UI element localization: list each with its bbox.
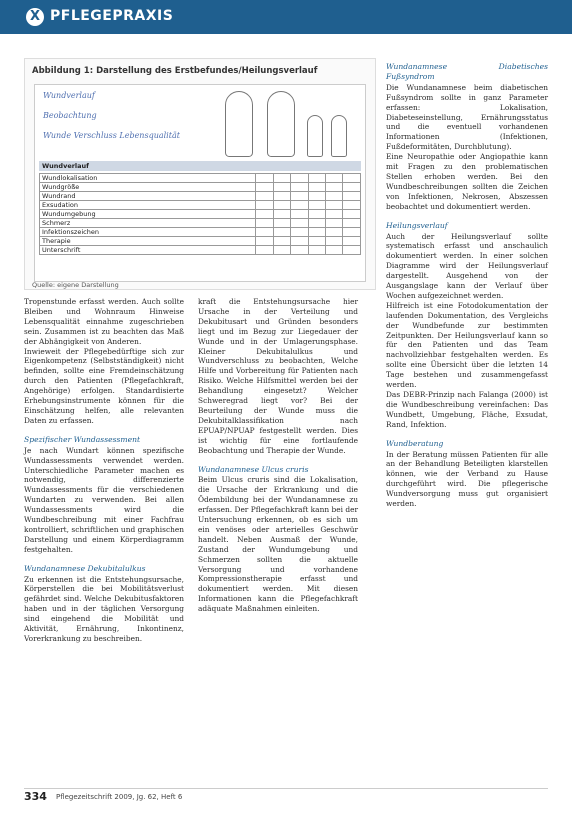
form-cell	[308, 210, 325, 219]
form-table-row	[40, 174, 361, 183]
wound-form-image	[34, 84, 366, 282]
body-paragraph: Je nach Wundart können spezifische Wundassessments verwendet werden. Unterschiedliche Parameter machen es notwendig, differenzierte Wundassessments für die verschiedenen Wundarten zu verwenden. Bei allen Wundassessments wird die Wundbeschreibung mit einer Fachfrau kontrolliert, schriftlichen und graphischen Darstellung und einem Körperdiagramm festgehalten.	[24, 445, 184, 554]
form-cell	[343, 201, 361, 210]
handwritten-line: Wunde Verschluss Lebensqualität	[43, 131, 180, 140]
body-paragraph: Beim Ulcus cruris sind die Lokalisation, die Ursache der Erkrankung und die Ödembildung bei der Wundanamnese zu erfassen. Der Pflegefachkraft kann bei der Untersuchung erkennen, ob es sich um ein venöses oder arterielles Geschwür handelt. Neben Ausmaß der Wunde, Zustand der Wundumgebung und Schmerzen sollten die aktuelle Versorgung und vorhandene Kompressionstherapie erfasst und dokumentiert werden. Mit diesen Informationen kann die Pflegefachkraft adäquate Maßnahmen einleiten.	[198, 475, 358, 614]
form-cell	[273, 210, 290, 219]
section-heading: Wundanamnese Ulcus cruris	[198, 464, 309, 474]
form-table-row	[40, 210, 361, 219]
form-cell	[343, 237, 361, 246]
form-cell	[291, 210, 308, 219]
form-table-row	[40, 228, 361, 237]
section-heading: Spezifischer Wundassessment	[24, 434, 141, 444]
form-table-row	[40, 219, 361, 228]
form-cell	[256, 183, 273, 192]
body-paragraph: Inwieweit der Pflegebedürftige sich zur Eigenkompetenz (Selbstständigkeit) nicht befinden, sollte eine Fremdeinschätzung durch den Patienten (Pflegefachkraft, Angehörige) erfolgen. Standardisierte Erhebungsinstrumente können für die Einschätzung helfen, alle relevanten Daten zu erfassen.	[24, 346, 184, 425]
form-cell	[308, 219, 325, 228]
section-heading: Wundanamnese Diabetisches Fußsyndrom	[386, 62, 548, 81]
form-row-label: Exsudation	[40, 201, 256, 210]
form-cell	[273, 246, 290, 255]
text-column-right	[386, 62, 548, 509]
section-heading: Heilungsverlauf	[386, 220, 448, 230]
form-cell	[291, 219, 308, 228]
body-paragraph: Tropenstunde erfasst werden. Auch sollte Bleiben und Wohnraum Hinweise Lebensqualität einnahme zugeschrieben sein. Zusammen ist zu beachten das Maß der Abhängigkeit von Anderen.	[24, 297, 184, 346]
form-cell	[256, 246, 273, 255]
body-paragraph: Zu erkennen ist die Entstehungsursache, Körperstellen die bei Mobilitätsverlust gefährdet sind. Welche Dekubitusfaktoren haben und in der täglichen Versorgung sind eingehend die Mobilität und Aktivität, Ernährung, Inkontinenz, Vorerkrankung zu beschreiben.	[24, 574, 184, 643]
form-cell	[273, 228, 290, 237]
form-table-row	[40, 183, 361, 192]
form-cell	[343, 210, 361, 219]
form-cell	[291, 237, 308, 246]
form-cell	[273, 192, 290, 201]
form-cell	[291, 228, 308, 237]
form-cell	[326, 183, 343, 192]
body-paragraph: Das DEBR-Prinzip nach Falanga (2000) ist die Wundbeschreibung vereinfachen: Das Wundbett, Umgebung, Fläche, Exsudat, Rand, Infektion.	[386, 390, 548, 429]
form-cell	[273, 174, 290, 183]
foot-silhouette	[331, 115, 347, 157]
form-cell	[326, 246, 343, 255]
form-cell	[326, 228, 343, 237]
form-table-row	[40, 201, 361, 210]
form-cell	[256, 228, 273, 237]
form-row-label: Wundlokalisation	[40, 174, 256, 183]
form-cell	[291, 183, 308, 192]
form-cell	[343, 183, 361, 192]
form-cell	[256, 192, 273, 201]
form-cell	[308, 183, 325, 192]
form-cell	[291, 174, 308, 183]
form-cell	[256, 174, 273, 183]
handwritten-line: Beobachtung	[43, 111, 97, 120]
handwritten-line: Wundverlauf	[43, 91, 95, 100]
form-cell	[326, 201, 343, 210]
form-row-label: Schmerz	[40, 219, 256, 228]
form-cell	[343, 246, 361, 255]
form-table-row	[40, 246, 361, 255]
brand-logo-icon: X	[26, 8, 44, 26]
form-cell	[308, 228, 325, 237]
form-cell	[326, 192, 343, 201]
body-paragraph: Hilfreich ist eine Fotodokumentation der laufenden Dokumentation, des Vergleichs der Wundbefunde zur bestimmten Zeitpunkten. Der Heilungsverlauf kann so für den Patienten und das Team nachvollziehbar festgehalten werden. Es sollte eine Übersicht über die letzten 14 Tage bestehen und zusammengefasst werden.	[386, 300, 548, 390]
form-header: Wundverlauf	[39, 161, 361, 171]
foot-silhouette	[307, 115, 323, 157]
journal-header	[0, 0, 572, 34]
form-cell	[273, 201, 290, 210]
form-row-label: Infektionszeichen	[40, 228, 256, 237]
form-cell	[273, 183, 290, 192]
form-table	[39, 173, 361, 255]
form-row-label: Wundrand	[40, 192, 256, 201]
figure-caption: Quelle: eigene Darstellung	[32, 281, 119, 289]
figure-title: Abbildung 1: Darstellung des Erstbefundes/Heilungsverlauf	[32, 66, 318, 76]
form-cell	[343, 192, 361, 201]
form-cell	[308, 174, 325, 183]
form-table-row	[40, 237, 361, 246]
form-cell	[326, 210, 343, 219]
brand-title: PFLEGEPRAXIS	[50, 8, 174, 24]
form-cell	[326, 174, 343, 183]
form-row-label: Unterschrift	[40, 246, 256, 255]
page-number: 334	[24, 790, 47, 803]
body-back-silhouette	[267, 91, 295, 157]
form-cell	[308, 192, 325, 201]
form-cell	[343, 174, 361, 183]
journal-citation: Pflegezeitschrift 2009, Jg. 62, Heft 6	[56, 793, 183, 801]
form-cell	[256, 237, 273, 246]
form-cell	[291, 201, 308, 210]
form-cell	[256, 219, 273, 228]
text-column-middle	[198, 297, 358, 614]
body-paragraph: In der Beratung müssen Patienten für alle an der Behandlung Beteiligten klarstellen können, wie der Verband zu Hause durchgeführt wird. Die pflegerische Wundversorgung muss gut organisiert werden.	[386, 449, 548, 509]
section-heading: Wundberatung	[386, 438, 444, 448]
form-cell	[343, 228, 361, 237]
form-cell	[308, 246, 325, 255]
form-row-label: Wundumgebung	[40, 210, 256, 219]
form-cell	[256, 210, 273, 219]
form-cell	[273, 219, 290, 228]
form-table-row	[40, 192, 361, 201]
body-paragraph: Eine Neuropathie oder Angiopathie kann mit Fragen zu den problematischen Stellen erhoben werden. Bei den Wundbeschreibungen sollten die Zeichen von Infektionen, Nekrosen, Abszessen beobachtet und dokumentiert werden.	[386, 152, 548, 211]
body-paragraph: Auch der Heilungsverlauf sollte systematisch erfasst und anschaulich dokumentiert werden. In einer solchen Diagramme wird der Heilungsverlauf dargestellt. Ausgehend von der Ausgangslage kann der Verlauf über Wochen aufgezeichnet werden.	[386, 231, 548, 300]
form-cell	[326, 219, 343, 228]
form-cell	[308, 237, 325, 246]
form-row-label: Therapie	[40, 237, 256, 246]
form-cell	[343, 219, 361, 228]
form-cell	[308, 201, 325, 210]
page-footer-rule	[24, 788, 548, 789]
body-paragraph: kraft die Entstehungsursache hier Ursache in der Verteilung und Dekubitusart und Gründen besonders liegt und im Bezug zur Liegedauer der Wunde und in der Umlagerungsphase. Kleiner Dekubitalulkus und Wundverschluss zu beobachten, Welche Hilfe und Vorbereitung für Patienten nach Risiko. Welche Hilfsmittel werden bei der Behandlung eingesetzt? Welcher Schweregrad liegt vor? Bei der Beurteilung der Wunde muss die Dekubitalklassifikation nach EPUAP/NPUAP festgestellt werden. Dies ist wichtig für eine fortlaufende Beobachtung und Therapie der Wunde.	[198, 297, 358, 455]
form-cell	[291, 246, 308, 255]
body-paragraph: Die Wundanamnese beim diabetischen Fußsyndrom sollte in ganz Parameter erfassen: Lokalisation, Diabeteseinstellung, Ernährungsstatus und die eventuell vorhandenen Informationen (Infektionen, Fußdeformitäten, Durchblutung).	[386, 82, 548, 152]
form-cell	[291, 192, 308, 201]
section-heading: Wundanamnese Dekubitalulkus	[24, 563, 146, 573]
body-front-silhouette	[225, 91, 253, 157]
text-column-left	[24, 297, 184, 644]
form-cell	[326, 237, 343, 246]
form-cell	[273, 237, 290, 246]
form-row-label: Wundgröße	[40, 183, 256, 192]
form-cell	[256, 201, 273, 210]
